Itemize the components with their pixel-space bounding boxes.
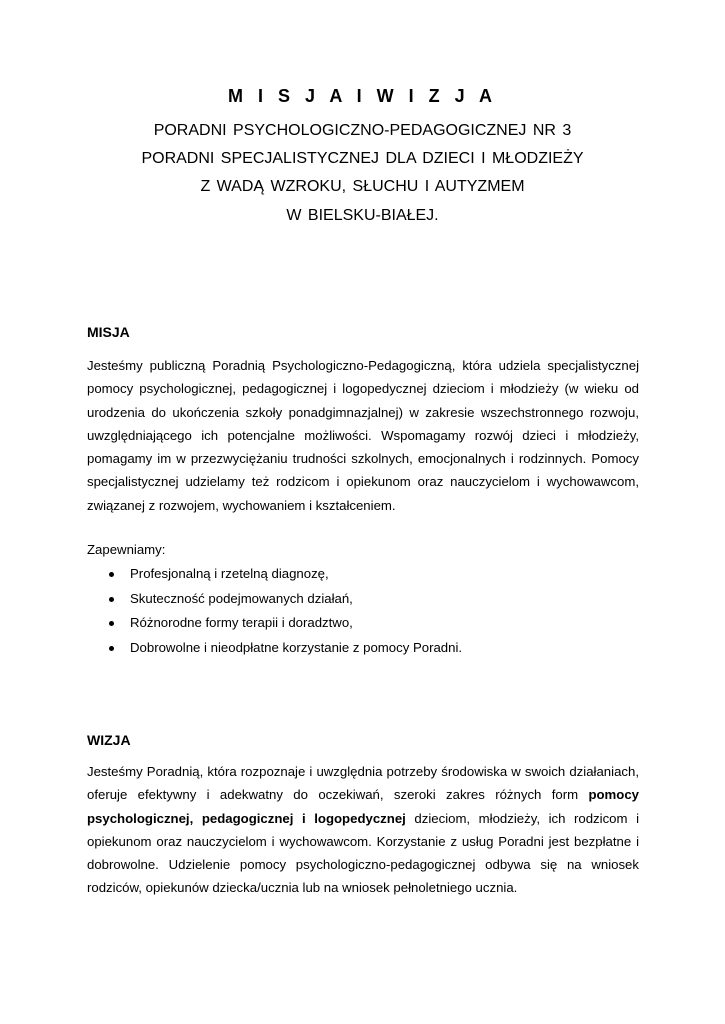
list-item [87, 614, 462, 639]
list-item-text: Skuteczność podejmowanych działań, [130, 590, 353, 606]
bullet-icon [109, 621, 114, 626]
subtitle-line-4: W BIELSKU-BIAŁEJ. [286, 207, 439, 224]
list-item [87, 590, 462, 615]
list-item [87, 565, 462, 590]
wizja-paragraph-part1: Jesteśmy Poradnią, która rozpoznaje i uwzględnia potrzeby środowiska w swoich działaniach, oferuje efektywny i adekwatny do oczekiwań, szeroki zakres różnych form [87, 764, 639, 803]
zapewniamy-list [87, 565, 462, 663]
document-title: M I S J A I W I Z J A [227, 86, 497, 106]
bullet-icon [109, 597, 114, 602]
list-item-text: Profesjonalną i rzetelną diagnozę, [130, 566, 329, 581]
wizja-paragraph-bold: pomocy psychologicznej, pedagogicznej i logopedycznej [87, 787, 639, 826]
bullet-icon [109, 646, 114, 651]
list-item-text: Różnorodne formy terapii i doradztwo, [130, 615, 353, 630]
misja-heading: MISJA [87, 324, 130, 340]
misja-paragraph: Jesteśmy publiczną Poradnią Psychologiczno-Pedagogiczną, która udziela specjalistycznej pomocy psychologicznej, pedagogicznej i logopedycznej dzieciom i młodzieży (w wieku od urodzenia do ukończenia szkoły ponadgimnazjalnej) w zakresie wszechstronnego rozwoju, uwzględniającego ich potencjalne możliwości. Wspomagamy rozwój dzieci i młodzieży, pomagamy im w przezwyciężaniu trudności szkolnych, emocjonalnych i rodzinnych. Pomocy specjalistycznej udzielamy też rodzicom i opiekunom oraz nauczycielom i wychowawcom, związanej z rozwojem, wychowaniem i kształceniem. [87, 358, 639, 513]
list-item-text: Dobrowolne i nieodpłatne korzystanie z pomocy Poradni. [130, 639, 463, 655]
list-item [87, 639, 462, 664]
wizja-heading: WIZJA [87, 732, 131, 748]
wizja-paragraph-part2: dzieciom, młodzieży, ich rodzicom i opiekunom oraz nauczycielom i wychowawcom. Korzystanie z usług Poradni jest bezpłatne i dobrowolne. Udzielenie pomocy psychologiczno-pedagogicznej odbywa się na wniosek rodziców, opiekunów dziecka/ucznia lub na wniosek pełnoletniego ucznia. [87, 810, 639, 896]
zapewniamy-label: Zapewniamy: [87, 542, 166, 557]
subtitle-line-1: PORADNI PSYCHOLOGICZNO-PEDAGOGICZNEJ NR 3 [153, 122, 572, 139]
subtitle-line-3: Z WADĄ WZROKU, SŁUCHU I AUTYZMEM [200, 178, 525, 195]
subtitle-line-2: PORADNI SPECJALISTYCZNEJ DLA DZIECI I MŁODZIEŻY [141, 150, 584, 167]
bullet-icon [109, 572, 114, 577]
wizja-paragraph [87, 760, 639, 900]
